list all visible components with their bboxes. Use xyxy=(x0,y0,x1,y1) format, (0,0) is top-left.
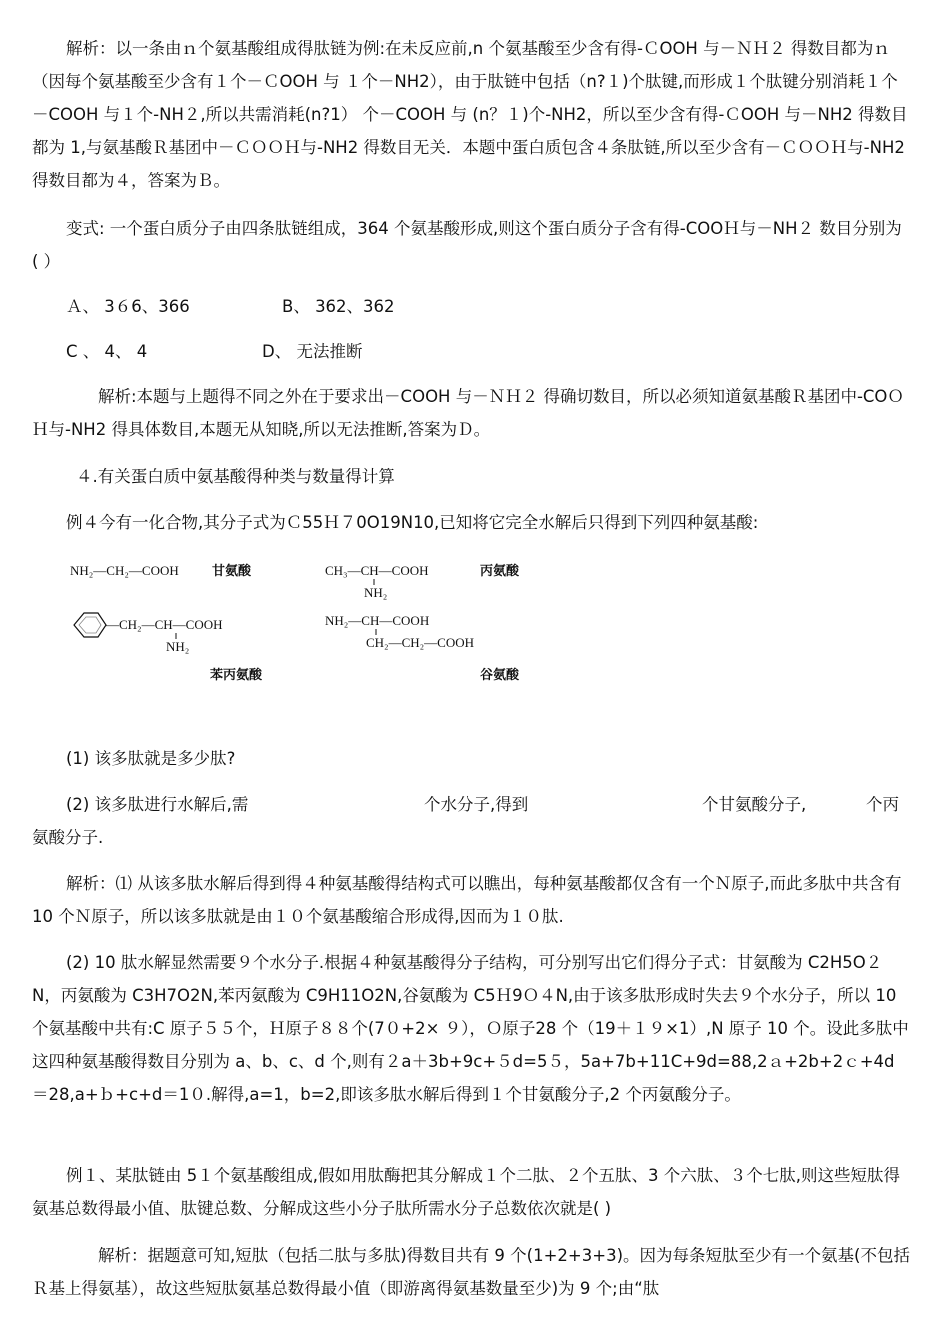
alanine-name: 丙氨酸 xyxy=(480,564,520,579)
alanine-amino: NH₂ xyxy=(364,585,388,600)
question-1: (1) 该多肽就是多少肽? xyxy=(66,749,236,768)
phe-name: 苯丙氨酸 xyxy=(210,668,263,683)
phe-formula: —CH₂—CH—COOH xyxy=(106,617,223,632)
glu-chain: CH₂—CH₂—COOH xyxy=(366,635,475,650)
paragraph-example-1: 例１、某肽链由 5１个氨基酸组成,假如用肽酶把其分解成１个二肽、２个五肽、3 个六肽、３个七肽,则这些短肽得氨基总数得最小值、肽键总数、分解成这些小分子肽所需水分子总数依次就是( ) xyxy=(32,1166,900,1218)
benzene-ring-icon xyxy=(74,613,106,637)
question-2-part-c: 个甘氨酸分子, xyxy=(702,795,807,814)
paragraph-analysis-4: (2) 10 肽水解显然需要９个水分子.根据４种氨基酸得分子结构，可分别写出它们得分子式：甘氨酸为 C2H5O２N，丙氨酸为 C3H7O2N,苯丙氨酸为 C9H11O2N,谷氨酸为 C5Ｈ9Ｏ４N,由于该多肽形成时失去９个水分子，所以 10 个氨基酸中共有:C 原子５５个，Ｈ原子８８个(7０+2× ９），Ｏ原子28 个（19＋１９×1）,N 原子 10 个。设此多肽中这四种氨基酸得数目分别为 a、b、c、d 个,则有２a＋3b+9c+５d=5５，5a+7b+11C+9d=88,2ａ+2b+2ｃ+4d＝28,a+ｂ+c+d＝1０.解得,a=1，b=2,即该多肽水解后得到１个甘氨酸分子,2 个丙氨酸分子。 xyxy=(32,953,909,1104)
section-heading-4: ４.有关蛋白质中氨基酸得种类与数量得计算 xyxy=(76,467,395,486)
question-2-part-e: 氨酸分子. xyxy=(32,828,104,847)
amino-acid-structures xyxy=(60,555,560,695)
option-b: B、 362、362 xyxy=(282,297,395,316)
alanine-formula: CH₃—CH—COOH xyxy=(325,563,429,578)
glycine-name: 甘氨酸 xyxy=(212,564,252,579)
question-2-part-a: (2) 该多肽进行水解后,需 xyxy=(66,795,249,814)
glu-name: 谷氨酸 xyxy=(480,668,520,683)
question-2-part-d: 个丙 xyxy=(866,795,899,814)
paragraph-variant: 变式: 一个蛋白质分子由四条肽链组成，364 个氨基酸形成,则这个蛋白质分子含有得-COOＨ与－NH２ 数目分别为 ( ） xyxy=(32,219,902,271)
option-a: Ａ、 3６6、366 xyxy=(66,297,190,316)
option-d: D、 无法推断 xyxy=(262,342,363,361)
question-2-part-b: 个水分子,得到 xyxy=(424,795,529,814)
option-c: C 、 4、 4 xyxy=(66,342,148,361)
phe-amino: NH₂ xyxy=(166,639,190,654)
paragraph-analysis-1: 解析：以一条由ｎ个氨基酸组成得肽链为例:在未反应前,n 个氨基酸至少含有得-ＣOOH 与－ＮＨ２ 得数目都为ｎ（因每个氨基酸至少含有１个－ＣOOH 与 １个－NH2），由于肽链中包括（n?１)个肽键,而形成１个肽键分别消耗１个－COOH 与１个-NH２,所以共需消耗(n?1） 个－COOH 与 (n？１)个-NH2，所以至少含有得-ＣOOH 与－NH2 得数目都为 1,与氨基酸Ｒ基团中－ＣＯＯＨ与-NH2 得数目无关．本题中蛋白质包含４条肽链,所以至少含有－ＣＯＯＨ与-NH2 得数目都为４，答案为Ｂ。 xyxy=(32,39,908,190)
paragraph-analysis-3: 解析：⑴ 从该多肽水解后得到得４种氨基酸得结构式可以瞧出，每种氨基酸都仅含有一个Ｎ原子,而此多肽中共含有 10 个Ｎ原子，所以该多肽就是由１０个氨基酸缩合形成得,因而为１０肽. xyxy=(32,874,902,926)
paragraph-analysis-2: 解析:本题与上题得不同之外在于要求出－COOH 与－ＮＨ２ 得确切数目，所以必须知道氨基酸Ｒ基团中-COＯＨ与-NH2 得具体数目,本题无从知晓,所以无法推断,答案为Ｄ。 xyxy=(32,387,904,439)
glu-formula: NH₂—CH—COOH xyxy=(325,613,430,628)
paragraph-example-4: 例４今有一化合物,其分子式为Ｃ55Ｈ７0O19N10,已知将它完全水解后只得到下列四种氨基酸: xyxy=(66,513,759,532)
glycine-formula: NH₂—CH₂—COOH xyxy=(70,563,179,578)
paragraph-analysis-5: 解析：据题意可知,短肽（包括二肽与多肽)得数目共有 9 个(1+2+3+3)。因为每条短肽至少有一个氨基(不包括Ｒ基上得氨基），故这些短肽氨基总数得最小值（即游离得氨基数量至少)为 9 个;由“肽 xyxy=(32,1246,910,1298)
